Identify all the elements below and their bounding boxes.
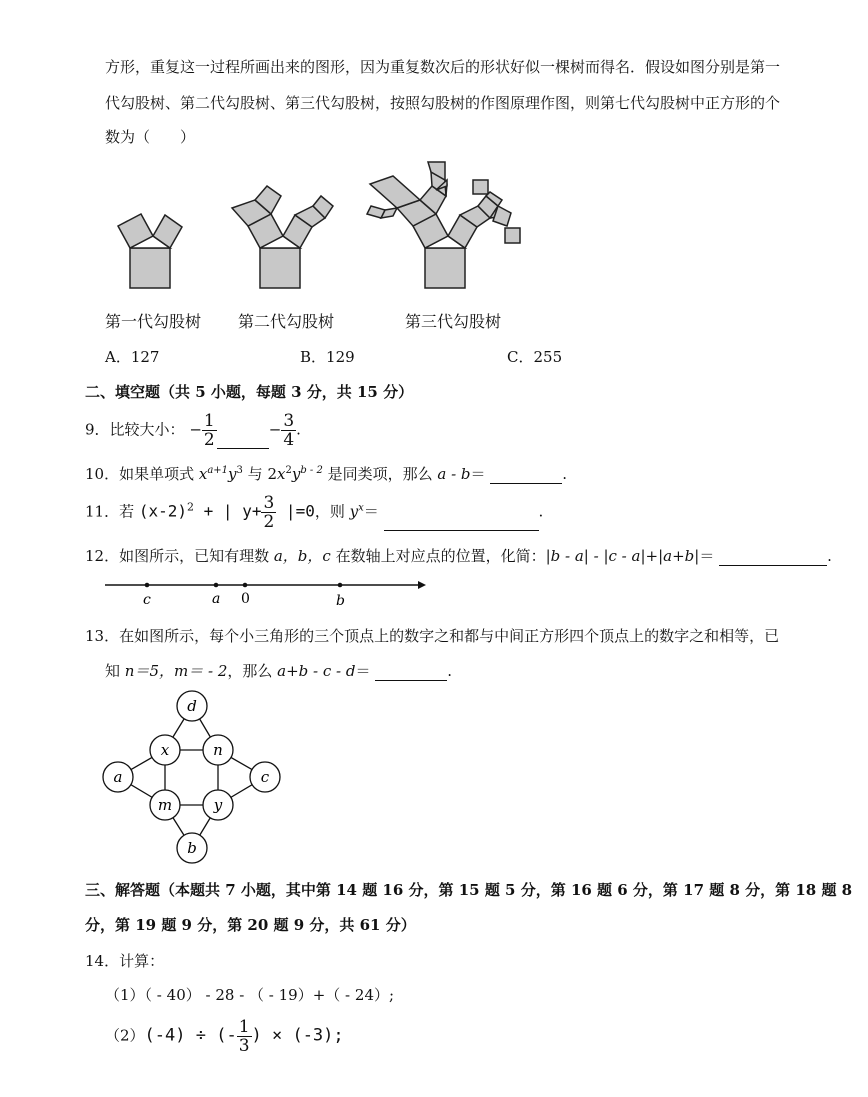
q9-fraction-2: $\frac{3}{4}$ [283, 411, 295, 450]
q12-answer-blank[interactable] [719, 549, 827, 566]
point-c [145, 583, 150, 588]
q9-fraction-1: $\frac{1}{2}$ [203, 411, 215, 450]
q10: 10．如果单项式 $x^{a+1}y^3$ 与 $2x^2y^{b - 2}$ 是同类项，那么 a - b＝ . [85, 465, 568, 483]
caption-generation-1: 第一代勾股树 [105, 312, 202, 331]
tree-generation-3 [367, 162, 520, 288]
q8-line-1: 方形，重复这一过程所画出来的图形，因为重复数次后的形状好似一棵树而得名．假设如图分别是第一 [105, 58, 781, 76]
q8-line-2: 代勾股树、第二代勾股树、第三代勾股树，按照勾股树的作图原理作图，则第七代勾股树中正方形的个 [105, 94, 781, 112]
number-line [100, 575, 430, 610]
option-b[interactable] [300, 346, 355, 367]
caption-generation-3: 第三代勾股树 [405, 312, 502, 331]
point-zero [243, 583, 248, 588]
svg-text:b: b [187, 839, 197, 857]
label-a: a [212, 591, 221, 607]
option-c-value: 255 [533, 348, 563, 366]
q9-frac1-sign: − [189, 420, 202, 439]
q11: 11．若 $(x-2)^2$ + | y+ $\frac{3}{2}$ |=0，则 $y^x=$ . [85, 493, 544, 532]
svg-text:c: c [260, 768, 270, 786]
q9-frac2-sign: − [268, 420, 282, 439]
pythagoras-trees-figure [95, 158, 535, 298]
q14-title: 14．计算： [85, 952, 165, 970]
label-b: b [336, 593, 345, 609]
option-c[interactable] [507, 346, 562, 367]
svg-text:d: d [187, 697, 197, 715]
q9-answer-blank[interactable] [217, 432, 269, 449]
number-graph-diagram [100, 688, 285, 868]
q13-line-1: 13．在如图所示，每个小三角形的三个顶点上的数字之和都与中间正方形四个顶点上的数字之和相等，已 [85, 627, 780, 645]
svg-text:x: x [160, 741, 170, 759]
q14-part-1: （1）（ - 40） - 28 - （ - 19）+（ - 24）; [105, 986, 395, 1004]
option-a-letter: A． [105, 348, 131, 366]
q9: 9．比较大小： − $\frac{1}{2}$ − $\frac{3}{4}$ . [85, 411, 301, 450]
section-2-heading: 二、填空题（共 5 小题，每题 3 分，共 15 分） [85, 383, 414, 401]
option-a-value: 127 [130, 348, 160, 366]
q14-part-2: （2）(-4) ÷ (- $\frac{1}{3}$ ) × (-3); [105, 1017, 344, 1056]
option-a[interactable] [105, 346, 159, 367]
svg-text:m: m [157, 796, 173, 814]
q9-prefix: 9．比较大小： [85, 420, 185, 439]
caption-generation-2: 第二代勾股树 [238, 312, 335, 331]
point-a [214, 583, 219, 588]
q13-line-2: 知 n＝5，m＝ - 2，那么 a+b - c - d＝ . [105, 662, 453, 680]
option-c-letter: C． [507, 348, 534, 366]
q13-answer-blank[interactable] [375, 664, 447, 681]
svg-text:a: a [113, 768, 123, 786]
tree-generation-2 [232, 186, 333, 288]
label-zero: 0 [241, 591, 250, 607]
q11-answer-blank[interactable] [384, 514, 539, 531]
q14-fraction: $\frac{1}{3}$ [238, 1017, 250, 1056]
option-b-value: 129 [326, 348, 355, 366]
q10-answer-blank[interactable] [490, 467, 562, 484]
svg-text:n: n [213, 741, 223, 759]
section-3-heading-line-2: 分，第 19 题 9 分，第 20 题 9 分，共 61 分） [85, 916, 416, 934]
tree-generation-1 [118, 214, 182, 288]
label-c: c [143, 592, 151, 608]
q12: 12．如图所示，已知有理数 a，b，c 在数轴上对应点的位置，化简：|b - a| - |c - a|+|a+b|＝ . [85, 547, 832, 565]
option-b-letter: B． [300, 348, 327, 366]
svg-text:y: y [213, 796, 223, 814]
q8-line-3: 数为（ ） [105, 128, 196, 146]
section-3-heading-line-1: 三、解答题（本题共 7 小题，其中第 14 题 16 分，第 15 题 5 分，第 16 题 6 分，第 17 题 8 分，第 18 题 8 [85, 881, 853, 899]
point-b [338, 583, 343, 588]
q11-fraction: $\frac{3}{2}$ [263, 493, 275, 532]
